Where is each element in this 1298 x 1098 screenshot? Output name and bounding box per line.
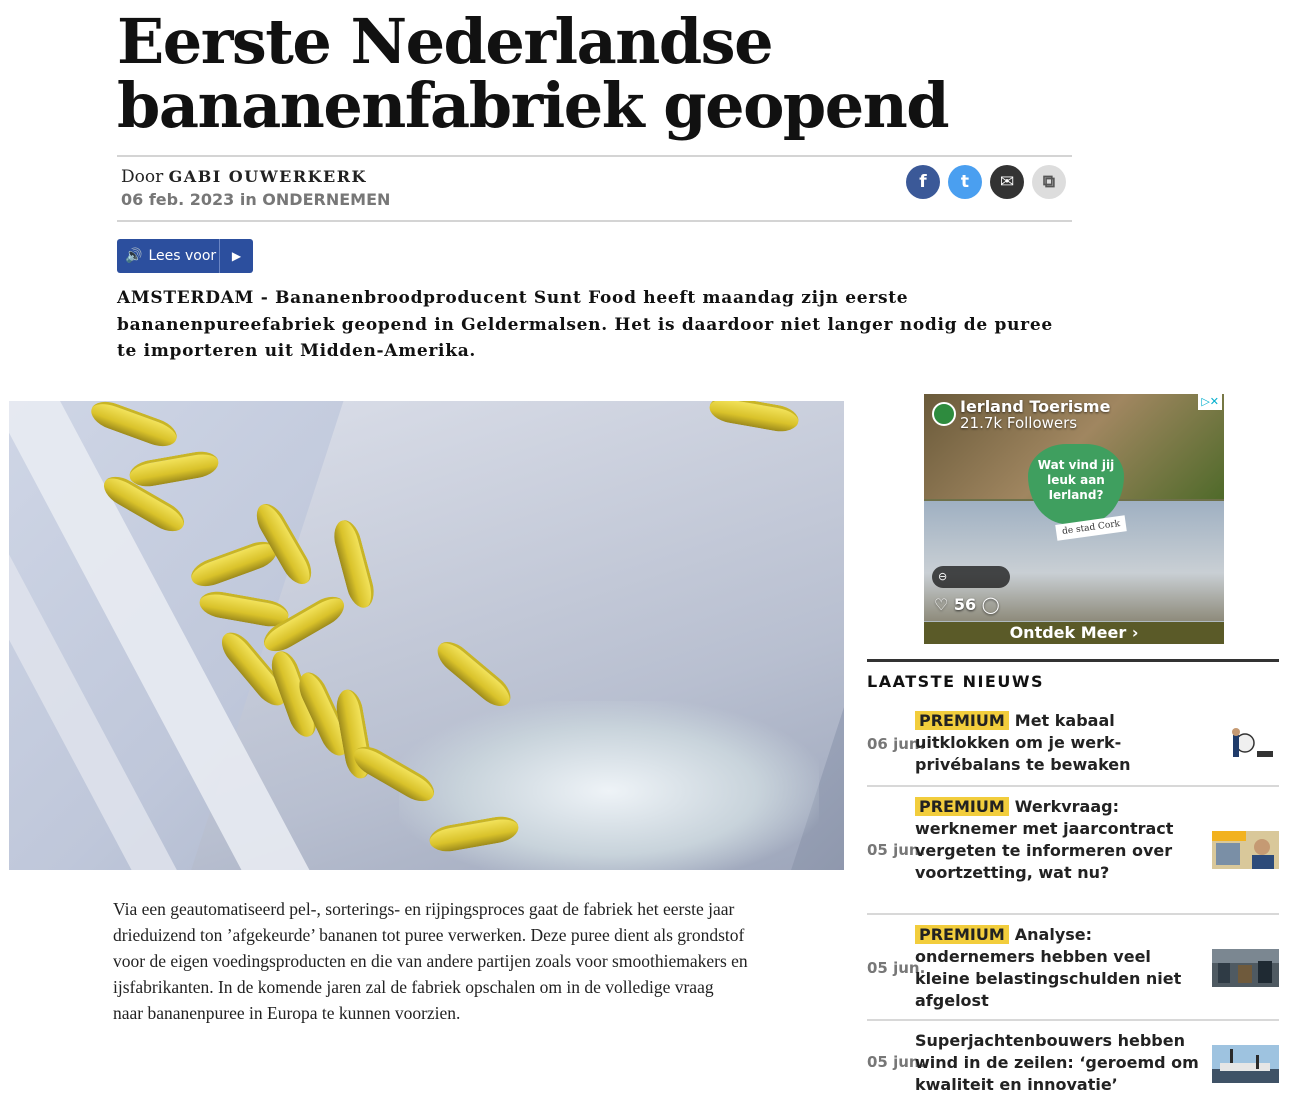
news-title-text: Werkvraag: werknemer met jaarcontract vergeten te informeren over voortzetting, wat nu? [915,797,1174,882]
news-title-text: Superjachtenbouwers hebben wind in de zeilen: ‘geroemd om kwaliteit en innovatie’ [915,1031,1199,1094]
news-thumbnail [1221,723,1279,763]
news-date: 05 jun. [867,959,926,977]
news-date: 05 jun. [867,1053,926,1071]
adchoices-icon[interactable]: ▷✕ [1198,394,1222,410]
photo-banana [127,448,220,489]
news-title[interactable] [915,1030,1200,1096]
twitter-share-button[interactable] [948,165,982,199]
ad-cta-button[interactable]: Ontdek Meer › [924,622,1224,644]
premium-badge: PREMIUM [915,925,1009,944]
premium-badge: PREMIUM [915,797,1009,816]
article-headline: Eerste Nederlandse bananenfabriek geopend [117,5,949,142]
ad-heart-badge: Wat vind jij leuk aan Ierland? [1028,444,1124,524]
dateline: 06 feb. 2023 in ONDERNEMEN [121,190,391,209]
news-item[interactable] [867,1021,1279,1098]
author-name[interactable]: GABI OUWERKERK [168,167,367,186]
copy-icon: ⧉ [1042,172,1056,192]
email-share-button[interactable] [990,165,1024,199]
speaker-icon: 🔊 [125,248,143,264]
play-icon: ▶ [231,249,242,263]
ad-mute-button[interactable] [932,566,1010,588]
comment-icon: ◯ [981,595,1000,614]
mute-icon: ⊖ [938,570,948,583]
news-title[interactable] [915,796,1200,884]
ad-reactions[interactable] [934,595,1000,614]
twitter-icon: t [960,172,970,192]
share-buttons [906,165,1066,199]
read-aloud-label: Lees voor [148,248,217,264]
news-title-text: Met kabaal uitklokken om je werk-privébalans te bewaken [915,711,1131,774]
ad-brand-logo [932,402,956,426]
photo-banana [87,401,180,452]
article-photo [9,401,844,870]
news-title-text: Analyse: ondernemers hebben veel kleine belastingschulden niet afgelost [915,925,1182,1010]
heart-icon: ♡ [934,595,949,614]
ad-followers: 21.7k Followers [960,414,1078,432]
news-thumbnail [1212,949,1279,987]
news-item[interactable] [867,701,1279,787]
news-thumbnail [1212,831,1279,869]
read-aloud-button[interactable] [117,239,253,273]
facebook-share-button[interactable] [906,165,940,199]
ad-location-tag: de stad Cork [1055,515,1127,541]
ad-brand[interactable] [960,398,1110,432]
play-button[interactable] [219,239,253,273]
ad-like-count: 56 [953,595,977,614]
news-title[interactable] [915,924,1200,1012]
article-body: Via een geautomatiseerd pel-, sorterings- en rijpingsproces gaat de fabriek het eerste jaar drieduizend ton ’afgekeurde’ bananen tot puree verwerken. Deze puree dient als grondstof voor de eigen voedingsproducten en die van andere partijen zoals voor smoothiemakers en ijsfabrikanten. In de komende jaren zal de fabriek opschalen om in de volledige vraag naar bananenpuree in Europa te kunnen voorzien. [113,899,748,1023]
byline-prefix: Door [121,167,164,187]
latest-news-list [867,701,1279,1098]
news-date: 05 jun. [867,841,926,859]
news-title[interactable] [915,710,1200,776]
news-date: 06 jun. [867,735,926,753]
article-lead: AMSTERDAM - Bananenbroodproducent Sunt Food heeft maandag zijn eerste bananenpureefabriek geopend in Geldermalsen. Het is daardoor niet langer nodig de puree te importeren uit Midden-Amerika. [117,288,1053,361]
photo-banana [187,536,280,591]
news-item[interactable] [867,787,1279,915]
byline [121,167,367,187]
copy-link-button[interactable] [1032,165,1066,199]
latest-news-heading: LAATSTE NIEUWS [867,659,1279,691]
mail-icon: ✉ [999,172,1015,192]
premium-badge: PREMIUM [915,711,1009,730]
article-meta [117,155,1072,222]
facebook-icon: f [919,172,927,192]
ad-ierland-toerisme[interactable] [924,394,1224,644]
news-item[interactable] [867,915,1279,1021]
news-thumbnail [1212,1045,1279,1083]
ad-brand-name: Ierland Toerisme [960,397,1111,416]
